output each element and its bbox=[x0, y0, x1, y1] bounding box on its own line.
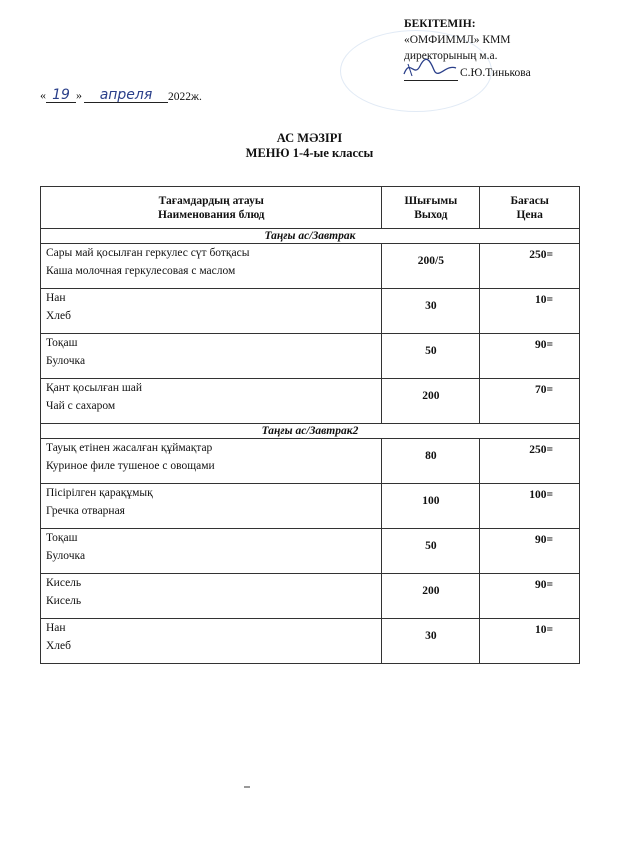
dish-price: 250= bbox=[480, 439, 580, 484]
section-title: Таңғы ас/Завтрак2 bbox=[41, 424, 580, 439]
dish-name-kz: Тоқаш bbox=[46, 532, 78, 544]
dish-name-ru: Хлеб bbox=[46, 310, 71, 322]
dish-output: 50 bbox=[382, 334, 480, 379]
dish-name-ru: Гречка отварная bbox=[46, 505, 125, 517]
dish-price: 10= bbox=[480, 289, 580, 334]
dish-name-ru: Кисель bbox=[46, 595, 82, 607]
dish-name bbox=[41, 379, 382, 424]
date-day: 19 bbox=[46, 88, 76, 103]
page-title-kz: АС МӘЗІРІ bbox=[276, 131, 343, 145]
table-header-row bbox=[41, 187, 580, 229]
dish-price: 10= bbox=[480, 619, 580, 664]
dish-name-ru: Куриное филе тушеное с овощами bbox=[46, 460, 215, 472]
section-row bbox=[41, 424, 580, 439]
table-row bbox=[41, 244, 580, 289]
header-output-ru: Выход bbox=[414, 208, 448, 221]
signature-scribble bbox=[404, 64, 458, 81]
section-row bbox=[41, 229, 580, 244]
approval-block bbox=[404, 16, 614, 81]
dish-name bbox=[41, 529, 382, 574]
dish-price: 100= bbox=[480, 484, 580, 529]
dish-name bbox=[41, 244, 382, 289]
dish-name-kz: Тауық етінен жасалған құймақтар bbox=[46, 442, 213, 454]
dish-price: 90= bbox=[480, 574, 580, 619]
header-price-ru: Цена bbox=[516, 208, 543, 221]
table-row bbox=[41, 439, 580, 484]
table-row bbox=[41, 289, 580, 334]
dish-name-kz: Тоқаш bbox=[46, 337, 78, 349]
dish-output: 200 bbox=[382, 574, 480, 619]
header-name bbox=[41, 187, 382, 229]
dish-name-ru: Булочка bbox=[46, 550, 86, 562]
dish-name-kz: Пісірілген қарақұмық bbox=[46, 487, 153, 499]
dish-name bbox=[41, 484, 382, 529]
dish-name-ru: Чай с сахаром bbox=[46, 400, 116, 412]
header-name-ru: Наименования блюд bbox=[157, 208, 265, 221]
table-row bbox=[41, 619, 580, 664]
page-title-ru: МЕНЮ 1-4-ые классы bbox=[245, 146, 374, 160]
dish-name bbox=[41, 619, 382, 664]
date-year: 2022ж. bbox=[168, 91, 202, 103]
dish-name-ru: Каша молочная геркулесовая с маслом bbox=[46, 265, 236, 277]
dish-output: 30 bbox=[382, 289, 480, 334]
table-row bbox=[41, 484, 580, 529]
date-month: апреля bbox=[84, 88, 168, 103]
dish-output: 80 bbox=[382, 439, 480, 484]
date-close-quote: » bbox=[76, 88, 82, 102]
header-price bbox=[480, 187, 580, 229]
table-row bbox=[41, 529, 580, 574]
dish-name-kz: Кисель bbox=[46, 577, 82, 589]
header-output bbox=[382, 187, 480, 229]
header-price-kz: Бағасы bbox=[510, 194, 549, 207]
header-output-kz: Шығымы bbox=[404, 194, 458, 207]
scan-mark bbox=[244, 786, 250, 788]
signature-line bbox=[404, 64, 614, 81]
dish-price: 70= bbox=[480, 379, 580, 424]
dish-output: 50 bbox=[382, 529, 480, 574]
table-row bbox=[41, 379, 580, 424]
dish-name-kz: Қант қосылған шай bbox=[46, 382, 142, 394]
dish-name bbox=[41, 574, 382, 619]
approval-position: директорының м.а. bbox=[404, 50, 498, 62]
dish-output: 200/5 bbox=[382, 244, 480, 289]
table-row bbox=[41, 334, 580, 379]
dish-name-kz: Сары май қосылған геркулес сүт ботқасы bbox=[46, 247, 250, 259]
dish-price: 90= bbox=[480, 529, 580, 574]
dish-output: 100 bbox=[382, 484, 480, 529]
dish-name-ru: Хлеб bbox=[46, 640, 71, 652]
dish-name bbox=[41, 439, 382, 484]
dish-name-kz: Нан bbox=[46, 292, 66, 304]
menu-table bbox=[40, 186, 580, 664]
dish-output: 30 bbox=[382, 619, 480, 664]
dish-output: 200 bbox=[382, 379, 480, 424]
dish-name bbox=[41, 334, 382, 379]
dish-price: 90= bbox=[480, 334, 580, 379]
header-name-kz: Тағамдардың атауы bbox=[158, 194, 264, 207]
dish-price: 250= bbox=[480, 244, 580, 289]
section-title: Таңғы ас/Завтрак bbox=[41, 229, 580, 244]
dish-name-kz: Нан bbox=[46, 622, 66, 634]
date-open-quote: « bbox=[40, 88, 46, 102]
document-date bbox=[40, 88, 202, 103]
dish-name bbox=[41, 289, 382, 334]
table-row bbox=[41, 574, 580, 619]
approval-org: «ОМФИММЛ» КММ bbox=[404, 34, 511, 46]
dish-name-ru: Булочка bbox=[46, 355, 86, 367]
signatory-name: С.Ю.Тинькова bbox=[460, 67, 531, 79]
approval-heading: БЕКІТЕМІН: bbox=[404, 18, 476, 30]
